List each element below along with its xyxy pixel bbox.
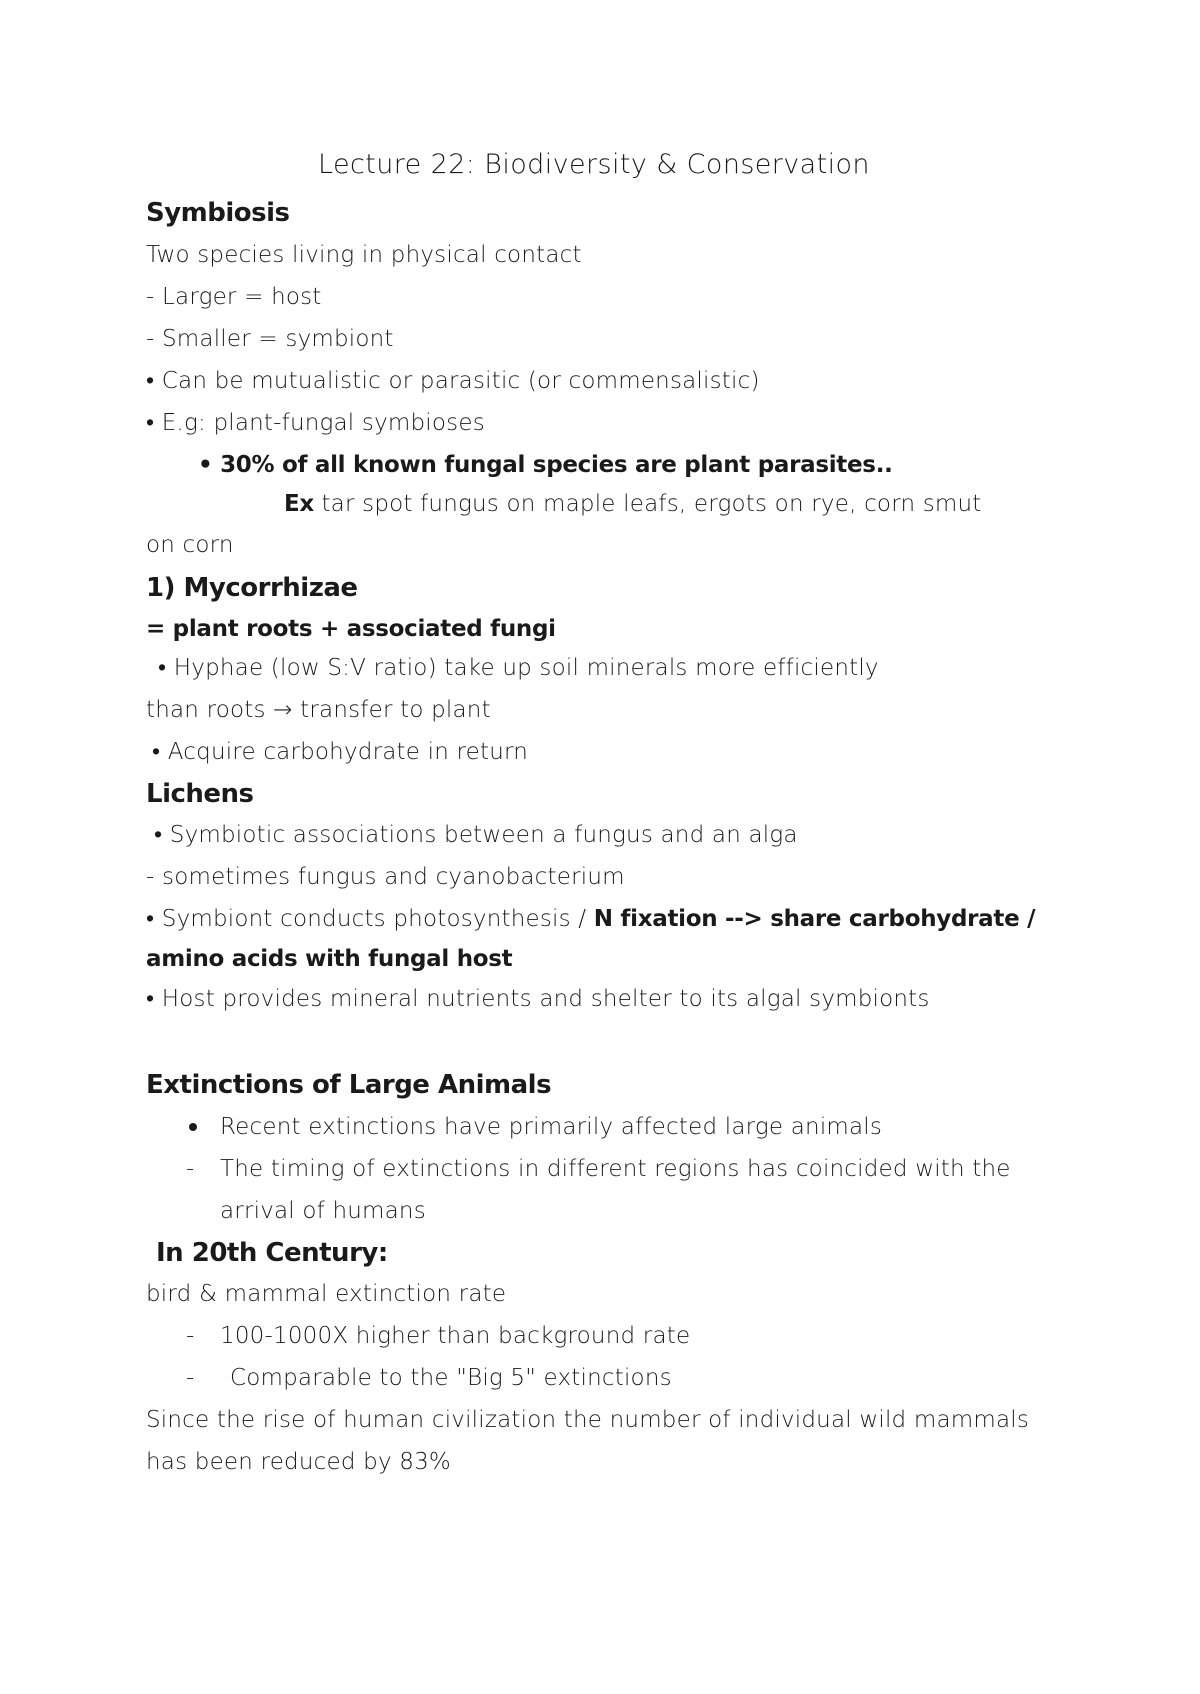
symbiosis-types: • Can be mutualistic or parasitic (or commensalistic): [146, 368, 760, 394]
lichens-sometimes: - sometimes fungus and cyanobacterium: [146, 864, 625, 890]
century-heading: In 20th Century:: [156, 1238, 388, 1268]
ex-text: tar spot fungus on maple leafs, ergots on rye, corn smut: [313, 491, 982, 517]
lichens-host: • Host provides mineral nutrients and shelter to its algal symbionts: [146, 986, 930, 1012]
symbiosis-definition: Two species living in physical contact: [146, 242, 582, 268]
century-since-cont: has been reduced by 83%: [146, 1449, 451, 1475]
symbiosis-example: • E.g: plant-fungal symbioses: [146, 410, 485, 436]
mycorrhizae-hyphae: • Hyphae (low S:V ratio) take up soil minerals more efficiently: [158, 655, 879, 681]
mycorrhizae-acquire: • Acquire carbohydrate in return: [152, 739, 529, 765]
mycorrhizae-hyphae-cont: than roots → transfer to plant: [146, 697, 491, 723]
extinctions-dash: -: [186, 1156, 195, 1182]
century-dash-2: -: [186, 1365, 195, 1391]
century-since: Since the rise of human civilization the number of individual wild mammals: [146, 1407, 1030, 1433]
extinctions-heading: Extinctions of Large Animals: [146, 1070, 552, 1100]
symbiosis-smaller: - Smaller = symbiont: [146, 326, 394, 352]
symbiosis-example-cont: on corn: [146, 532, 234, 558]
century-dash-1: -: [186, 1323, 195, 1349]
symbiosis-example-species: [284, 489, 982, 519]
mycorrhizae-heading: 1) Mycorrhizae: [146, 573, 358, 603]
symbiosis-parasites: • 30% of all known fungal species are plant parasites..: [198, 452, 893, 478]
lichens-symbiont-plain: • Symbiont conducts photosynthesis /: [146, 906, 594, 932]
extinctions-timing: The timing of extinctions in different regions has coincided with the: [220, 1156, 1011, 1182]
century-rate: bird & mammal extinction rate: [146, 1281, 507, 1307]
symbiosis-heading: Symbiosis: [146, 198, 290, 228]
extinctions-timing-cont: arrival of humans: [220, 1198, 426, 1224]
symbiosis-larger: - Larger = host: [146, 284, 322, 310]
lichens-symbiont-cont: amino acids with fungal host: [146, 946, 513, 972]
ex-label: Ex: [284, 491, 314, 517]
century-big5: Comparable to the "Big 5" extinctions: [230, 1365, 672, 1391]
page-title: Lecture 22: Biodiversity & Conservation: [318, 149, 870, 180]
bullet-dot-icon: [189, 1123, 197, 1131]
extinctions-recent: Recent extinctions have primarily affected large animals: [220, 1114, 883, 1140]
century-higher: 100-1000X higher than background rate: [220, 1323, 691, 1349]
lichens-symbiont-bold: N fixation --> share carbohydrate /: [593, 906, 1036, 932]
mycorrhizae-definition: = plant roots + associated fungi: [146, 616, 556, 642]
lichens-heading: Lichens: [146, 779, 254, 809]
lichens-symbiont: [146, 904, 1035, 934]
lichens-assoc: • Symbiotic associations between a fungus and an alga: [154, 822, 798, 848]
